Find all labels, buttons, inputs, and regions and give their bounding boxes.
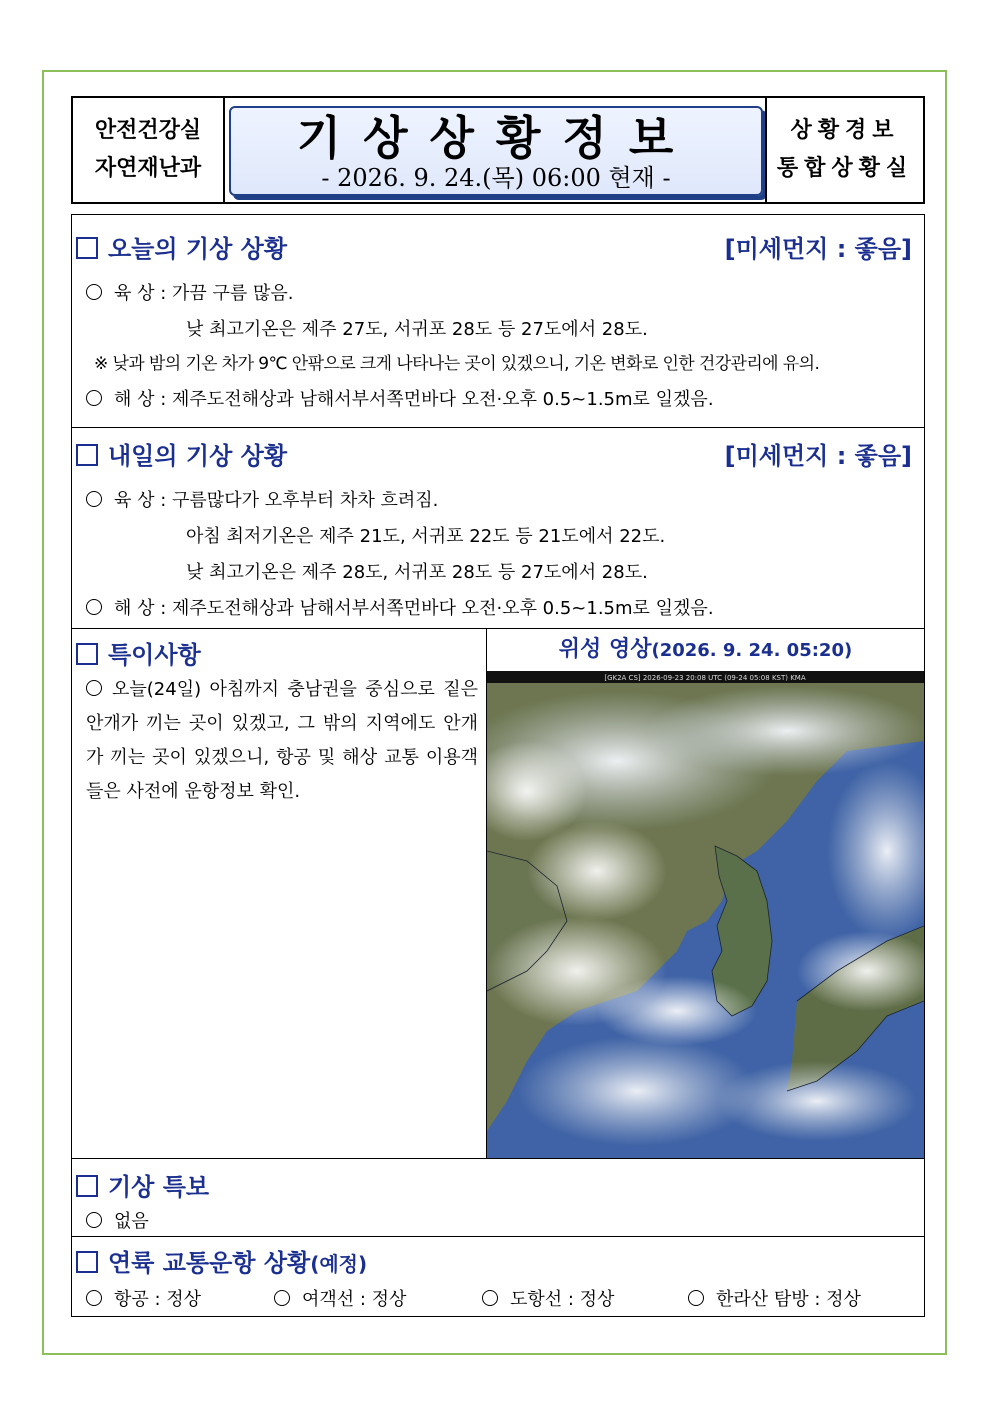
today-section: [72, 215, 924, 427]
today-sea: [86, 385, 714, 411]
satellite-time: (2026. 9. 24. 05:20): [651, 640, 853, 661]
today-sea-label: 해 상 :: [114, 389, 167, 410]
traffic-ferry: [274, 1285, 406, 1311]
traffic-hallasan: [688, 1285, 861, 1311]
today-land-label: 육 상 :: [114, 283, 167, 304]
tomorrow-high: 낮 최고기온은 제주 28도, 서귀포 28도 등 27도에서 28도.: [186, 562, 648, 583]
circle-bullet-icon: [86, 1212, 102, 1228]
tomorrow-sea: [86, 594, 714, 620]
traffic-ferry-text: 여객선 : 정상: [302, 1289, 407, 1310]
traffic-air-text: 항공 : 정상: [114, 1289, 202, 1310]
tomorrow-dust: [미세먼지 : 좋음]: [724, 442, 912, 470]
issuer-right: [765, 98, 923, 202]
tomorrow-land-text: 구름많다가 오후부터 차차 흐려짐.: [172, 490, 439, 511]
issuer-division: 자연재난과: [94, 156, 202, 181]
traffic-heading: [76, 1243, 367, 1278]
checkbox-square-icon: [76, 1251, 98, 1273]
today-land-text: 가끔 구름 많음.: [172, 283, 294, 304]
today-notice: ※ 낮과 밤의 기온 차가 9℃ 안팎으로 크게 나타나는 곳이 있겠으니, 기온 변화로 인한 건강관리에 유의.: [94, 354, 820, 374]
checkbox-square-icon: [76, 643, 98, 665]
satellite-heading: [487, 628, 924, 673]
report-header: [71, 96, 925, 204]
checkbox-square-icon: [76, 237, 98, 259]
warning-text: 없음: [114, 1211, 149, 1232]
warning-item: [86, 1207, 149, 1233]
circle-bullet-icon: [482, 1290, 498, 1306]
today-dust: [미세먼지 : 좋음]: [724, 235, 912, 263]
special-title: 특이사항: [108, 641, 201, 669]
traffic-title: 연륙 교통운항 상황: [108, 1249, 311, 1277]
today-heading: [76, 229, 287, 264]
traffic-title-suffix: (예정): [310, 1252, 368, 1276]
special-heading: [76, 635, 201, 670]
tomorrow-title: 내일의 기상 상황: [108, 442, 287, 470]
checkbox-square-icon: [76, 1175, 98, 1197]
issuer-room: 통합상황실: [776, 156, 914, 181]
tomorrow-low: 아침 최저기온은 제주 21도, 서귀포 22도 등 21도에서 22도.: [186, 526, 666, 547]
report-title: 기상상황정보: [296, 111, 696, 165]
circle-bullet-icon: [86, 599, 102, 615]
circle-bullet-icon: [688, 1290, 704, 1306]
circle-bullet-icon: [86, 1290, 102, 1306]
circle-bullet-icon: [274, 1290, 290, 1306]
issuer-office: 상황경보: [790, 118, 900, 143]
traffic-section: [72, 1236, 924, 1316]
satellite-map-graphic: [487, 671, 924, 1158]
today-title: 오늘의 기상 상황: [108, 235, 287, 263]
traffic-air: [86, 1285, 201, 1311]
circle-bullet-icon: [86, 390, 102, 406]
report-table: [71, 214, 925, 1317]
issuer-dept: 안전건강실: [94, 118, 202, 143]
traffic-hallasan-text: 한라산 탐방 : 정상: [716, 1289, 861, 1310]
special-text: 오늘(24일) 아침까지 충남권을 중심으로 짙은 안개가 끼는 곳이 있겠고, 그 밖의 지역에도 안개가 끼는 곳이 있겠으니, 항공 및 해상 교통 이용객들은 사전에 운항정보 확인.: [86, 679, 478, 802]
tomorrow-heading: [76, 436, 287, 471]
warning-title: 기상 특보: [108, 1173, 210, 1201]
satellite-image: [487, 671, 924, 1158]
satellite-caption: [GK2A CS] 2026-09-23 20:08 UTC (09-24 05:08 KST) KMA: [604, 674, 806, 682]
satellite-title: 위성 영상: [558, 637, 652, 662]
issuer-left: [73, 98, 225, 202]
tomorrow-sea-text: 제주도전해상과 남해서부서쪽먼바다 오전·오후 0.5~1.5m로 일겠음.: [172, 598, 714, 619]
circle-bullet-icon: [86, 491, 102, 507]
today-high: 낮 최고기온은 제주 27도, 서귀포 28도 등 27도에서 28도.: [186, 319, 648, 340]
tomorrow-sea-label: 해 상 :: [114, 598, 167, 619]
title-banner: [229, 106, 763, 196]
traffic-island-ferry-text: 도항선 : 정상: [510, 1289, 615, 1310]
report-date: - 2026. 9. 24.(목) 06:00 현재 -: [321, 164, 671, 192]
special-note: [86, 673, 478, 809]
checkbox-square-icon: [76, 444, 98, 466]
circle-bullet-icon: [86, 284, 102, 300]
today-sea-text: 제주도전해상과 남해서부서쪽먼바다 오전·오후 0.5~1.5m로 일겠음.: [172, 389, 714, 410]
tomorrow-land: [86, 486, 438, 512]
tomorrow-land-label: 육 상 :: [114, 490, 167, 511]
today-land: [86, 279, 294, 305]
traffic-island-ferry: [482, 1285, 614, 1311]
warning-heading: [76, 1167, 209, 1202]
warning-section: [72, 1158, 924, 1236]
tomorrow-section: [72, 427, 924, 628]
circle-bullet-icon: [86, 680, 102, 696]
